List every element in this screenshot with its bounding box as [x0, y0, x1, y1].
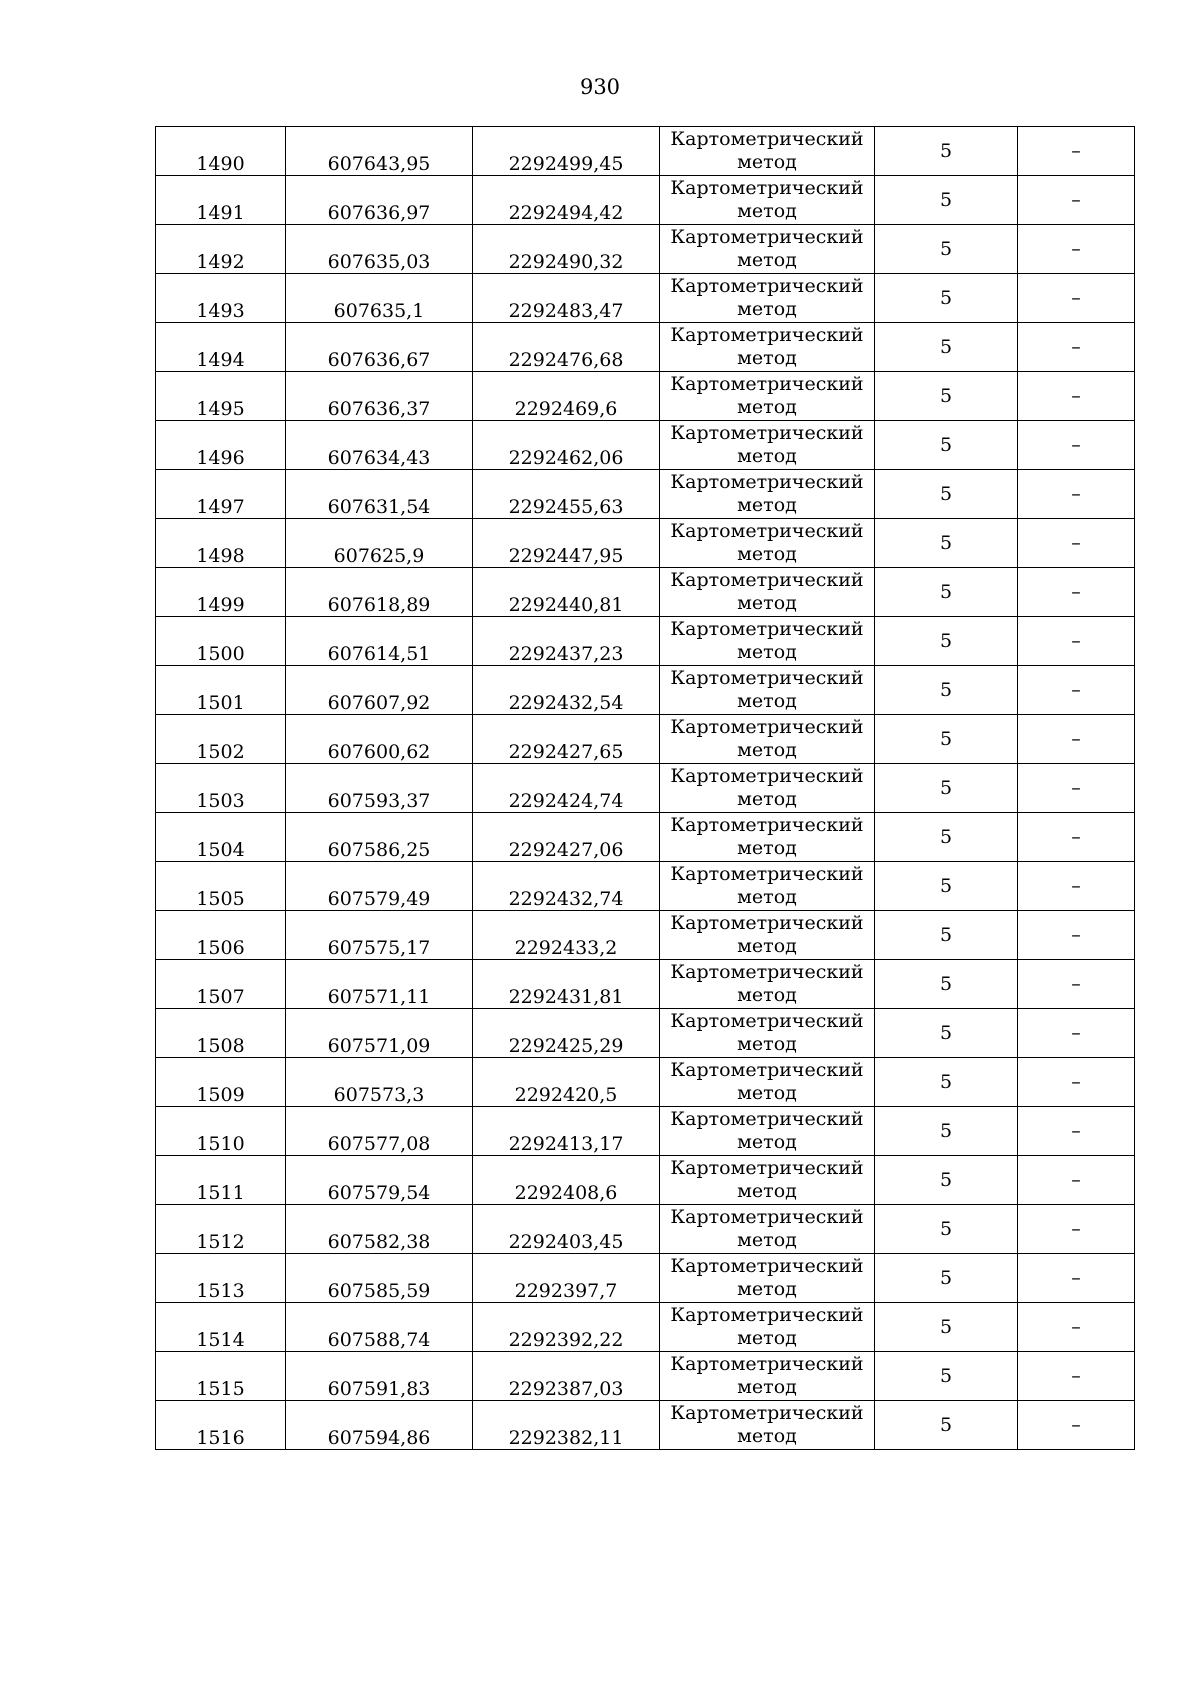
description-cell: – [1018, 323, 1135, 372]
method-line-1: Картометрический [670, 912, 864, 934]
y-coordinate-cell: 2292469,6 [473, 372, 660, 421]
table-row [156, 519, 1135, 568]
description-cell: – [1018, 1401, 1135, 1450]
method-line-2: метод [737, 1131, 797, 1153]
x-coordinate-cell: 607643,95 [286, 127, 473, 176]
table-row [156, 421, 1135, 470]
method-cell [660, 813, 875, 862]
method-cell [660, 666, 875, 715]
method-line-2: метод [737, 935, 797, 957]
method-cell [660, 1058, 875, 1107]
method-line-1: Картометрический [670, 814, 864, 836]
precision-cell: 5 [875, 1254, 1018, 1303]
precision-cell: 5 [875, 1009, 1018, 1058]
method-line-1: Картометрический [670, 1353, 864, 1375]
description-cell: – [1018, 666, 1135, 715]
coordinates-table-body [156, 127, 1135, 1450]
y-coordinate-cell: 2292408,6 [473, 1156, 660, 1205]
method-cell [660, 1303, 875, 1352]
point-number-cell: 1498 [156, 519, 286, 568]
description-cell: – [1018, 1156, 1135, 1205]
y-coordinate-cell: 2292403,45 [473, 1205, 660, 1254]
method-line-1: Картометрический [670, 520, 864, 542]
method-line-1: Картометрический [670, 128, 864, 150]
table-row [156, 568, 1135, 617]
x-coordinate-cell: 607614,51 [286, 617, 473, 666]
description-cell: – [1018, 176, 1135, 225]
point-number-cell: 1516 [156, 1401, 286, 1450]
table-row [156, 715, 1135, 764]
y-coordinate-cell: 2292432,74 [473, 862, 660, 911]
point-number-cell: 1502 [156, 715, 286, 764]
description-cell: – [1018, 911, 1135, 960]
method-line-1: Картометрический [670, 618, 864, 640]
method-cell [660, 274, 875, 323]
method-line-1: Картометрический [670, 961, 864, 983]
point-number-cell: 1493 [156, 274, 286, 323]
precision-cell: 5 [875, 1058, 1018, 1107]
x-coordinate-cell: 607618,89 [286, 568, 473, 617]
method-cell [660, 1156, 875, 1205]
method-line-2: метод [737, 1229, 797, 1251]
y-coordinate-cell: 2292425,29 [473, 1009, 660, 1058]
x-coordinate-cell: 607586,25 [286, 813, 473, 862]
method-line-1: Картометрический [670, 177, 864, 199]
y-coordinate-cell: 2292437,23 [473, 617, 660, 666]
x-coordinate-cell: 607636,37 [286, 372, 473, 421]
y-coordinate-cell: 2292431,81 [473, 960, 660, 1009]
method-line-2: метод [737, 984, 797, 1006]
y-coordinate-cell: 2292427,65 [473, 715, 660, 764]
y-coordinate-cell: 2292440,81 [473, 568, 660, 617]
point-number-cell: 1508 [156, 1009, 286, 1058]
description-cell: – [1018, 617, 1135, 666]
table-row [156, 225, 1135, 274]
description-cell: – [1018, 764, 1135, 813]
method-line-1: Картометрический [670, 1304, 864, 1326]
method-cell [660, 372, 875, 421]
method-line-2: метод [737, 445, 797, 467]
x-coordinate-cell: 607594,86 [286, 1401, 473, 1450]
y-coordinate-cell: 2292462,06 [473, 421, 660, 470]
method-cell [660, 764, 875, 813]
table-row [156, 862, 1135, 911]
x-coordinate-cell: 607575,17 [286, 911, 473, 960]
precision-cell: 5 [875, 1107, 1018, 1156]
precision-cell: 5 [875, 519, 1018, 568]
description-cell: – [1018, 519, 1135, 568]
x-coordinate-cell: 607635,1 [286, 274, 473, 323]
table-row [156, 1352, 1135, 1401]
y-coordinate-cell: 2292397,7 [473, 1254, 660, 1303]
description-cell: – [1018, 862, 1135, 911]
y-coordinate-cell: 2292392,22 [473, 1303, 660, 1352]
x-coordinate-cell: 607579,54 [286, 1156, 473, 1205]
description-cell: – [1018, 1254, 1135, 1303]
method-cell [660, 1401, 875, 1450]
y-coordinate-cell: 2292424,74 [473, 764, 660, 813]
table-row [156, 1401, 1135, 1450]
method-cell [660, 617, 875, 666]
x-coordinate-cell: 607577,08 [286, 1107, 473, 1156]
description-cell: – [1018, 225, 1135, 274]
description-cell: – [1018, 715, 1135, 764]
method-line-2: метод [737, 1425, 797, 1447]
x-coordinate-cell: 607636,67 [286, 323, 473, 372]
y-coordinate-cell: 2292433,2 [473, 911, 660, 960]
point-number-cell: 1490 [156, 127, 286, 176]
point-number-cell: 1515 [156, 1352, 286, 1401]
description-cell: – [1018, 1205, 1135, 1254]
y-coordinate-cell: 2292413,17 [473, 1107, 660, 1156]
point-number-cell: 1499 [156, 568, 286, 617]
description-cell: – [1018, 1009, 1135, 1058]
method-line-1: Картометрический [670, 373, 864, 395]
table-row [156, 176, 1135, 225]
method-line-2: метод [737, 494, 797, 516]
x-coordinate-cell: 607635,03 [286, 225, 473, 274]
coordinates-table [155, 126, 1135, 1450]
precision-cell: 5 [875, 176, 1018, 225]
precision-cell: 5 [875, 421, 1018, 470]
x-coordinate-cell: 607636,97 [286, 176, 473, 225]
method-line-2: метод [737, 1180, 797, 1202]
precision-cell: 5 [875, 862, 1018, 911]
method-line-2: метод [737, 347, 797, 369]
method-line-2: метод [737, 298, 797, 320]
description-cell: – [1018, 127, 1135, 176]
description-cell: – [1018, 372, 1135, 421]
y-coordinate-cell: 2292447,95 [473, 519, 660, 568]
method-line-2: метод [737, 837, 797, 859]
table-row [156, 323, 1135, 372]
method-cell [660, 911, 875, 960]
point-number-cell: 1491 [156, 176, 286, 225]
precision-cell: 5 [875, 764, 1018, 813]
x-coordinate-cell: 607593,37 [286, 764, 473, 813]
description-cell: – [1018, 274, 1135, 323]
y-coordinate-cell: 2292494,42 [473, 176, 660, 225]
point-number-cell: 1496 [156, 421, 286, 470]
method-line-2: метод [737, 690, 797, 712]
method-cell [660, 421, 875, 470]
method-cell [660, 862, 875, 911]
table-row [156, 372, 1135, 421]
y-coordinate-cell: 2292490,32 [473, 225, 660, 274]
x-coordinate-cell: 607607,92 [286, 666, 473, 715]
precision-cell: 5 [875, 1401, 1018, 1450]
method-line-1: Картометрический [670, 569, 864, 591]
table-row [156, 1205, 1135, 1254]
method-line-1: Картометрический [670, 1402, 864, 1424]
method-cell [660, 519, 875, 568]
description-cell: – [1018, 470, 1135, 519]
method-line-1: Картометрический [670, 667, 864, 689]
point-number-cell: 1510 [156, 1107, 286, 1156]
method-line-2: метод [737, 249, 797, 271]
precision-cell: 5 [875, 470, 1018, 519]
description-cell: – [1018, 813, 1135, 862]
y-coordinate-cell: 2292420,5 [473, 1058, 660, 1107]
method-line-1: Картометрический [670, 765, 864, 787]
point-number-cell: 1513 [156, 1254, 286, 1303]
method-line-1: Картометрический [670, 1108, 864, 1130]
table-row [156, 1107, 1135, 1156]
point-number-cell: 1506 [156, 911, 286, 960]
table-row [156, 1254, 1135, 1303]
method-line-1: Картометрический [670, 471, 864, 493]
x-coordinate-cell: 607634,43 [286, 421, 473, 470]
description-cell: – [1018, 568, 1135, 617]
method-line-2: метод [737, 200, 797, 222]
point-number-cell: 1495 [156, 372, 286, 421]
precision-cell: 5 [875, 568, 1018, 617]
x-coordinate-cell: 607625,9 [286, 519, 473, 568]
table-row [156, 127, 1135, 176]
method-cell [660, 1009, 875, 1058]
table-row [156, 470, 1135, 519]
method-line-1: Картометрический [670, 324, 864, 346]
y-coordinate-cell: 2292382,11 [473, 1401, 660, 1450]
x-coordinate-cell: 607631,54 [286, 470, 473, 519]
table-row [156, 274, 1135, 323]
point-number-cell: 1504 [156, 813, 286, 862]
point-number-cell: 1509 [156, 1058, 286, 1107]
point-number-cell: 1505 [156, 862, 286, 911]
method-line-1: Картометрический [670, 422, 864, 444]
y-coordinate-cell: 2292499,45 [473, 127, 660, 176]
description-cell: – [1018, 421, 1135, 470]
method-cell [660, 470, 875, 519]
method-cell [660, 323, 875, 372]
method-line-1: Картометрический [670, 275, 864, 297]
y-coordinate-cell: 2292455,63 [473, 470, 660, 519]
x-coordinate-cell: 607585,59 [286, 1254, 473, 1303]
point-number-cell: 1512 [156, 1205, 286, 1254]
precision-cell: 5 [875, 1156, 1018, 1205]
x-coordinate-cell: 607588,74 [286, 1303, 473, 1352]
point-number-cell: 1503 [156, 764, 286, 813]
precision-cell: 5 [875, 911, 1018, 960]
description-cell: – [1018, 1352, 1135, 1401]
method-cell [660, 715, 875, 764]
x-coordinate-cell: 607579,49 [286, 862, 473, 911]
page-number: 930 [579, 75, 621, 99]
point-number-cell: 1497 [156, 470, 286, 519]
point-number-cell: 1494 [156, 323, 286, 372]
method-line-1: Картометрический [670, 1059, 864, 1081]
table-row [156, 911, 1135, 960]
method-line-1: Картометрический [670, 716, 864, 738]
method-cell [660, 225, 875, 274]
point-number-cell: 1511 [156, 1156, 286, 1205]
point-number-cell: 1514 [156, 1303, 286, 1352]
method-line-2: метод [737, 739, 797, 761]
method-line-2: метод [737, 1033, 797, 1055]
method-line-2: метод [737, 1376, 797, 1398]
precision-cell: 5 [875, 225, 1018, 274]
description-cell: – [1018, 960, 1135, 1009]
method-line-1: Картометрический [670, 1010, 864, 1032]
description-cell: – [1018, 1058, 1135, 1107]
y-coordinate-cell: 2292483,47 [473, 274, 660, 323]
table-row [156, 617, 1135, 666]
table-row [156, 1303, 1135, 1352]
table-row [156, 1058, 1135, 1107]
description-cell: – [1018, 1303, 1135, 1352]
table-row [156, 813, 1135, 862]
y-coordinate-cell: 2292476,68 [473, 323, 660, 372]
x-coordinate-cell: 607591,83 [286, 1352, 473, 1401]
method-cell [660, 1254, 875, 1303]
point-number-cell: 1501 [156, 666, 286, 715]
precision-cell: 5 [875, 617, 1018, 666]
method-cell [660, 1352, 875, 1401]
method-line-2: метод [737, 1082, 797, 1104]
method-cell [660, 176, 875, 225]
y-coordinate-cell: 2292427,06 [473, 813, 660, 862]
method-cell [660, 960, 875, 1009]
x-coordinate-cell: 607571,11 [286, 960, 473, 1009]
description-cell: – [1018, 1107, 1135, 1156]
method-line-2: метод [737, 1327, 797, 1349]
x-coordinate-cell: 607582,38 [286, 1205, 473, 1254]
method-line-1: Картометрический [670, 226, 864, 248]
precision-cell: 5 [875, 1303, 1018, 1352]
precision-cell: 5 [875, 274, 1018, 323]
x-coordinate-cell: 607600,62 [286, 715, 473, 764]
method-line-1: Картометрический [670, 1206, 864, 1228]
precision-cell: 5 [875, 960, 1018, 1009]
precision-cell: 5 [875, 127, 1018, 176]
method-cell [660, 1205, 875, 1254]
method-cell [660, 568, 875, 617]
method-cell [660, 127, 875, 176]
table-row [156, 1156, 1135, 1205]
x-coordinate-cell: 607571,09 [286, 1009, 473, 1058]
x-coordinate-cell: 607573,3 [286, 1058, 473, 1107]
point-number-cell: 1507 [156, 960, 286, 1009]
method-line-2: метод [737, 151, 797, 173]
table-row [156, 764, 1135, 813]
y-coordinate-cell: 2292387,03 [473, 1352, 660, 1401]
precision-cell: 5 [875, 1352, 1018, 1401]
method-line-2: метод [737, 592, 797, 614]
precision-cell: 5 [875, 1205, 1018, 1254]
method-line-2: метод [737, 788, 797, 810]
point-number-cell: 1492 [156, 225, 286, 274]
precision-cell: 5 [875, 323, 1018, 372]
table-row [156, 666, 1135, 715]
method-line-1: Картометрический [670, 1157, 864, 1179]
method-cell [660, 1107, 875, 1156]
table-row [156, 960, 1135, 1009]
precision-cell: 5 [875, 666, 1018, 715]
method-line-1: Картометрический [670, 1255, 864, 1277]
method-line-1: Картометрический [670, 863, 864, 885]
y-coordinate-cell: 2292432,54 [473, 666, 660, 715]
method-line-2: метод [737, 641, 797, 663]
method-line-2: метод [737, 1278, 797, 1300]
precision-cell: 5 [875, 372, 1018, 421]
method-line-2: метод [737, 396, 797, 418]
precision-cell: 5 [875, 813, 1018, 862]
point-number-cell: 1500 [156, 617, 286, 666]
table-row [156, 1009, 1135, 1058]
precision-cell: 5 [875, 715, 1018, 764]
method-line-2: метод [737, 543, 797, 565]
method-line-2: метод [737, 886, 797, 908]
